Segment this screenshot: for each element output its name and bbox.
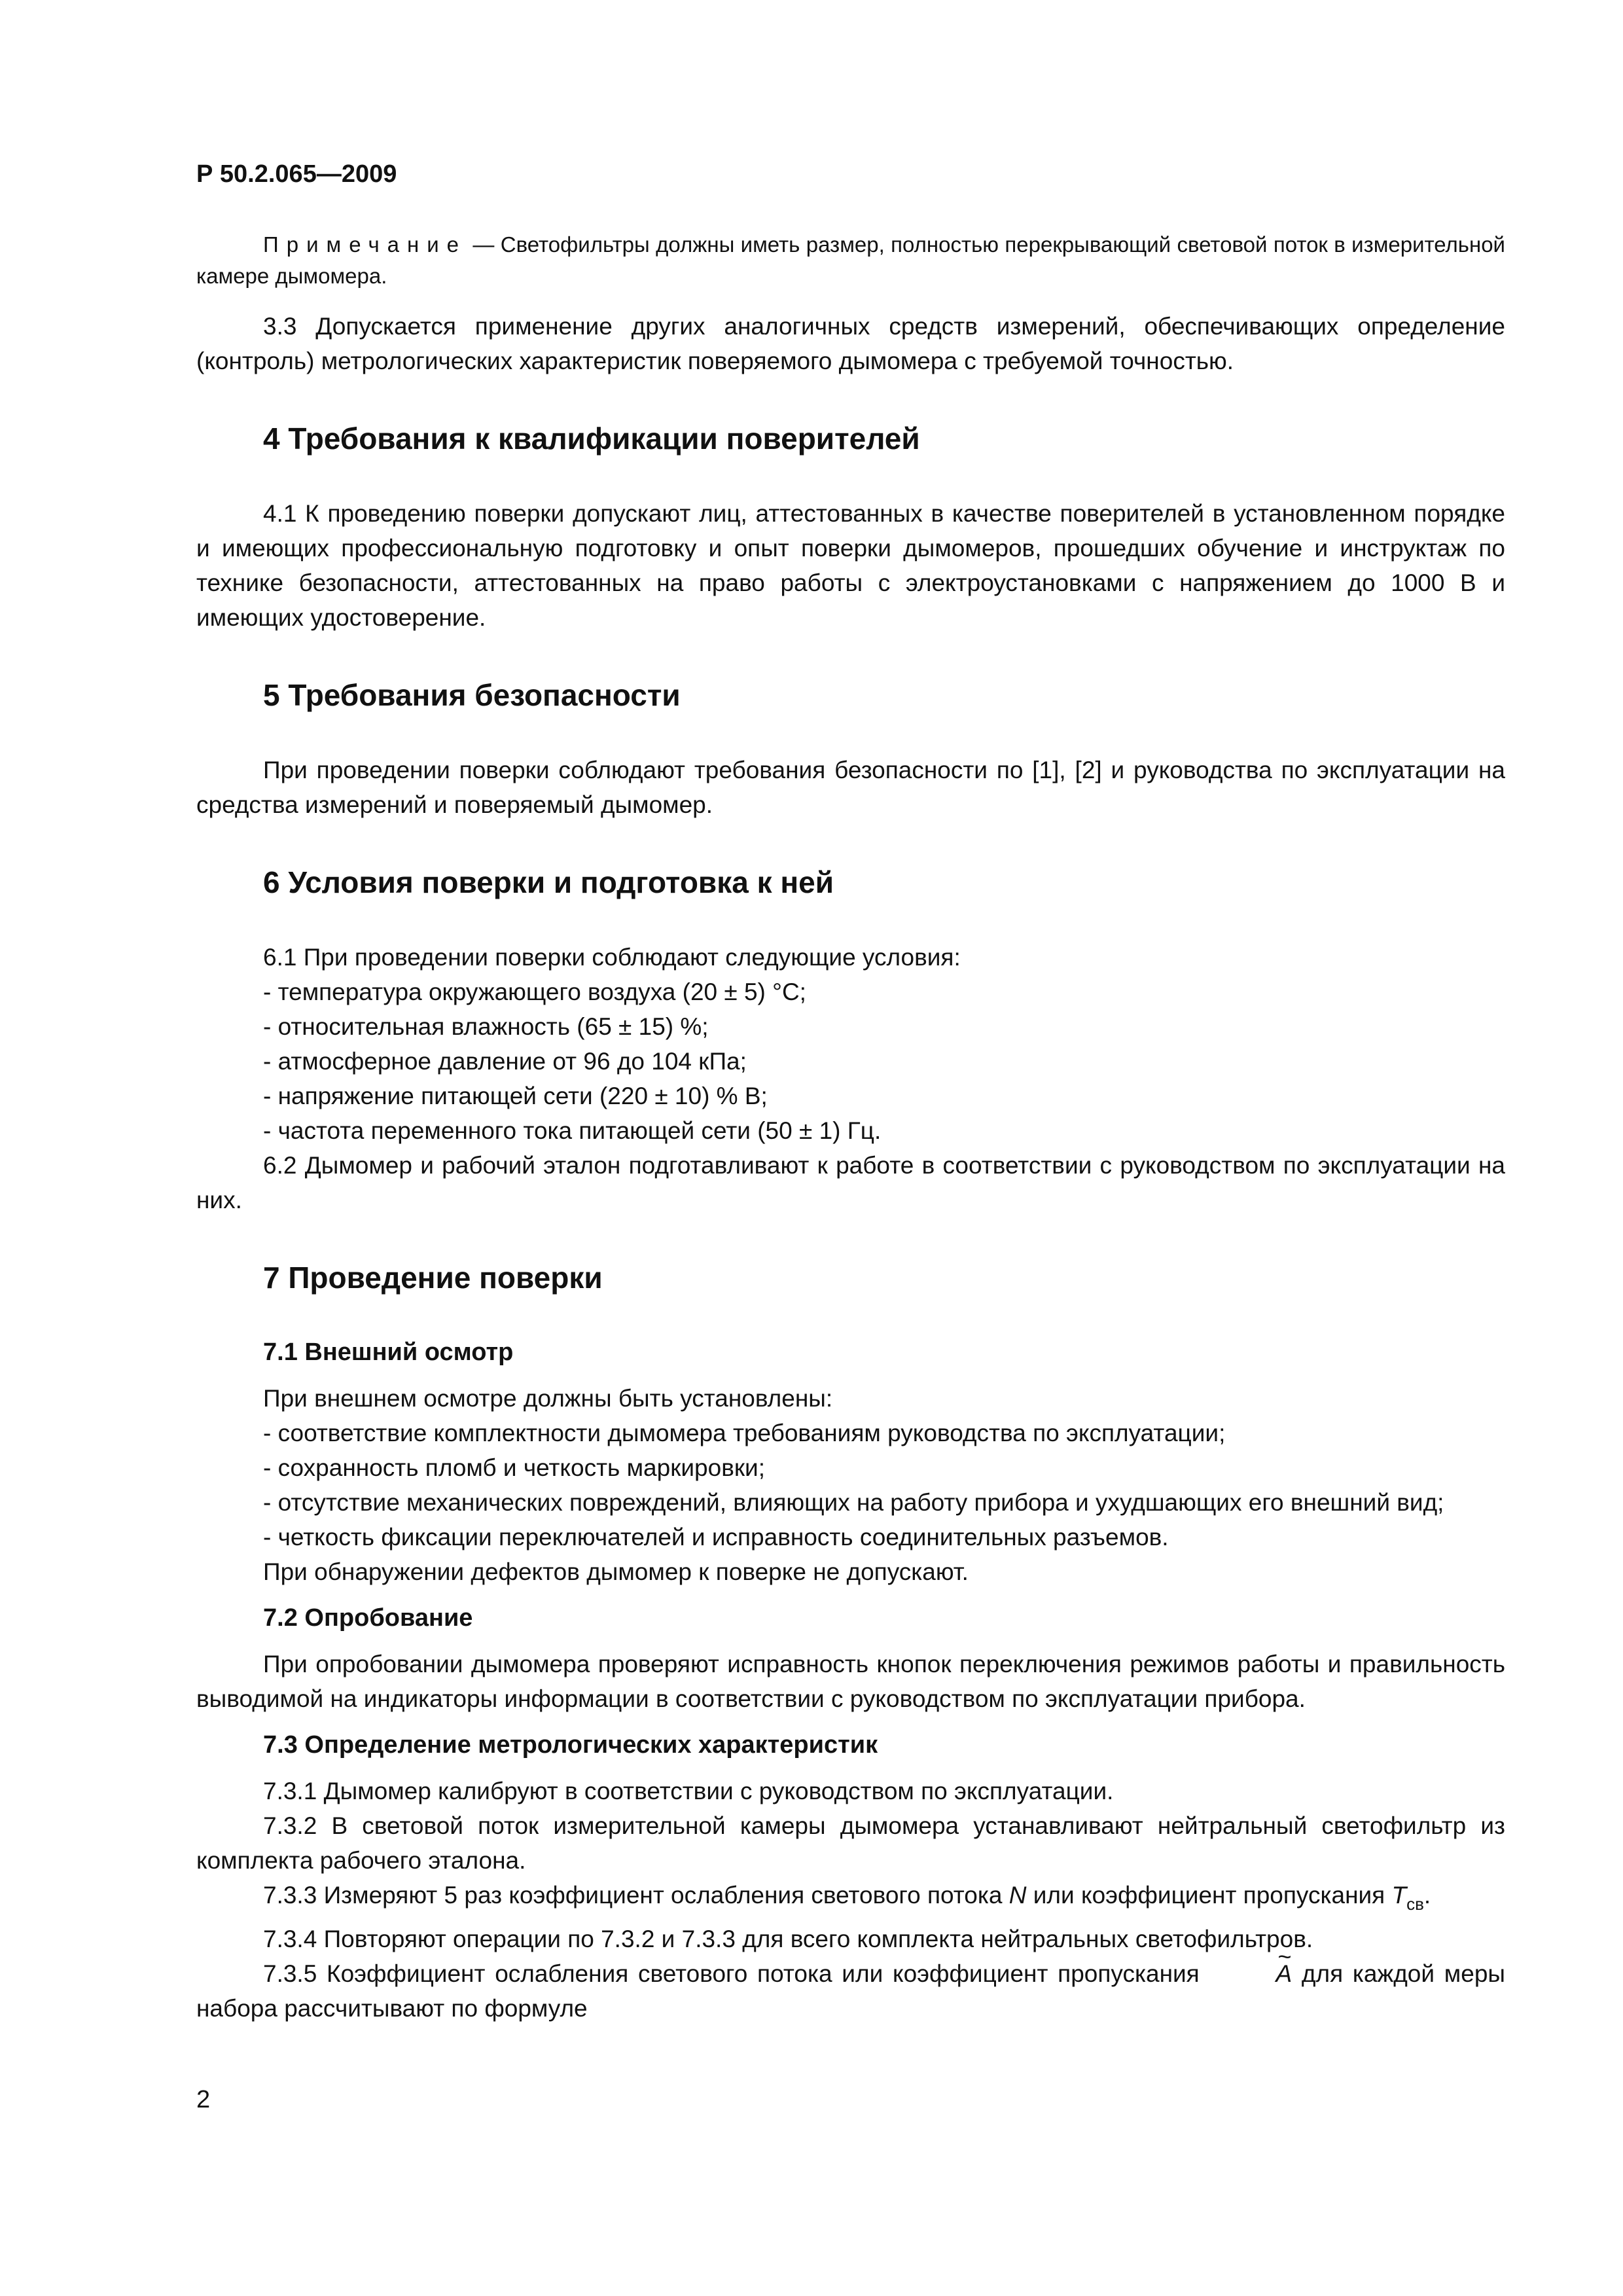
note-text: — Светофильтры должны иметь размер, полностью перекрывающий световой поток в измерительной камере дымомера. (196, 232, 1505, 288)
subsection-7-3-heading: 7.3 Определение метрологических характеристик (263, 1731, 878, 1759)
section-7-heading: 7 Проведение поверки (263, 1261, 603, 1295)
paragraph-7-3-2: 7.3.2 В световой поток измерительной камеры дымомера устанавливают нейтральный светофильтр из комплекта рабочего эталона. (196, 1812, 1505, 1874)
document-code: Р 50.2.065—2009 (196, 160, 397, 188)
paragraph-7-3-3-text: 7.3.3 Измеряют 5 раз коэффициент ослабления светового потока (263, 1882, 1009, 1909)
paragraph-7-2: При опробовании дымомера проверяют исправность кнопок переключения режимов работы и правильность выводимой на индикаторы информации в соответствии с руководством по эксплуатации прибора. (196, 1651, 1505, 1712)
inspection-item: - отсутствие механических повреждений, влияющих на работу прибора и ухудшающих его внешний вид; (263, 1489, 1444, 1516)
page-number: 2 (196, 2086, 211, 2113)
note-label: Примечание (263, 232, 467, 257)
symbol-n: N (1008, 1882, 1027, 1909)
condition-item: - атмосферное давление от 96 до 104 кПа; (263, 1048, 747, 1075)
paragraph-7-3-3-end: . (1423, 1882, 1431, 1909)
paragraph-7-3-5 (196, 1956, 1505, 2026)
symbol-t-subscript: св (1406, 1894, 1424, 1914)
subsection-7-1-heading: 7.1 Внешний осмотр (263, 1338, 514, 1366)
note-paragraph (196, 229, 1505, 292)
section-4-heading: 4 Требования к квалификации поверителей (263, 422, 920, 456)
condition-item: - частота переменного тока питающей сети (50 ± 1) Гц. (263, 1117, 882, 1144)
condition-item: - напряжение питающей сети (220 ± 10) % В; (263, 1083, 768, 1109)
inspection-item: - сохранность пломб и четкость маркировки; (263, 1454, 765, 1481)
condition-item: - относительная влажность (65 ± 15) %; (263, 1013, 709, 1040)
paragraph-7-1-intro: При внешнем осмотре должны быть установлены: (263, 1385, 833, 1412)
paragraph-7-3-3 (196, 1878, 1505, 1922)
paragraph-6-2: 6.2 Дымомер и рабочий эталон подготавливают к работе в соответствии с руководством по эксплуатации на них. (196, 1152, 1505, 1213)
condition-item: - температура окружающего воздуха (20 ± 5) °С; (263, 978, 806, 1005)
paragraph-7-3-5-text: 7.3.5 Коэффициент ослабления светового потока или коэффициент пропускания (263, 1960, 1209, 1987)
paragraph-6-1: 6.1 При проведении поверки соблюдают следующие условия: (263, 944, 961, 971)
inspection-item: - четкость фиксации переключателей и исправность соединительных разъемов. (263, 1524, 1169, 1551)
paragraph-7-3-5-end: для каждой меры набора рассчитывают по формуле (196, 1960, 1505, 2022)
paragraph-7-1-outro: При обнаружении дефектов дымомер к поверке не допускают. (263, 1558, 969, 1585)
paragraph-4-1: 4.1 К проведению поверки допускают лиц, аттестованных в качестве поверителей в установленном порядке и имеющих профессиональную подготовку и опыт поверки дымомеров, прошедших обучение и инструктаж по технике безопасности, аттестованных на право работы с электроустановками с напряжением до 1000 В и имеющих удостоверение. (196, 500, 1505, 631)
paragraph-7-3-1: 7.3.1 Дымомер калибруют в соответствии с руководством по эксплуатации. (263, 1778, 1114, 1804)
inspection-item: - соответствие комплектности дымомера требованиям руководства по эксплуатации; (263, 1420, 1226, 1446)
section-6-heading: 6 Условия поверки и подготовка к ней (263, 865, 834, 899)
subsection-7-2-heading: 7.2 Опробование (263, 1604, 473, 1632)
paragraph-3-3: 3.3 Допускается применение других аналогичных средств измерений, обеспечивающих определение (контроль) метрологических характеристик поверяемого дымомера с требуемой точностью. (196, 313, 1505, 374)
paragraph-5: При проведении поверки соблюдают требования безопасности по [1], [2] и руководства по эксплуатации на средства измерений и поверяемый дымомер. (196, 757, 1505, 818)
section-5-heading: 5 Требования безопасности (263, 678, 681, 712)
paragraph-7-3-4: 7.3.4 Повторяют операции по 7.3.2 и 7.3.3 для всего комплекта нейтральных светофильтров. (263, 1926, 1313, 1952)
paragraph-7-3-3-mid: или коэффициент пропускания (1026, 1882, 1392, 1909)
document-page (196, 157, 1505, 2026)
symbol-a-tilde: ~ А (1209, 1956, 1292, 1991)
symbol-t: Т (1391, 1882, 1407, 1909)
